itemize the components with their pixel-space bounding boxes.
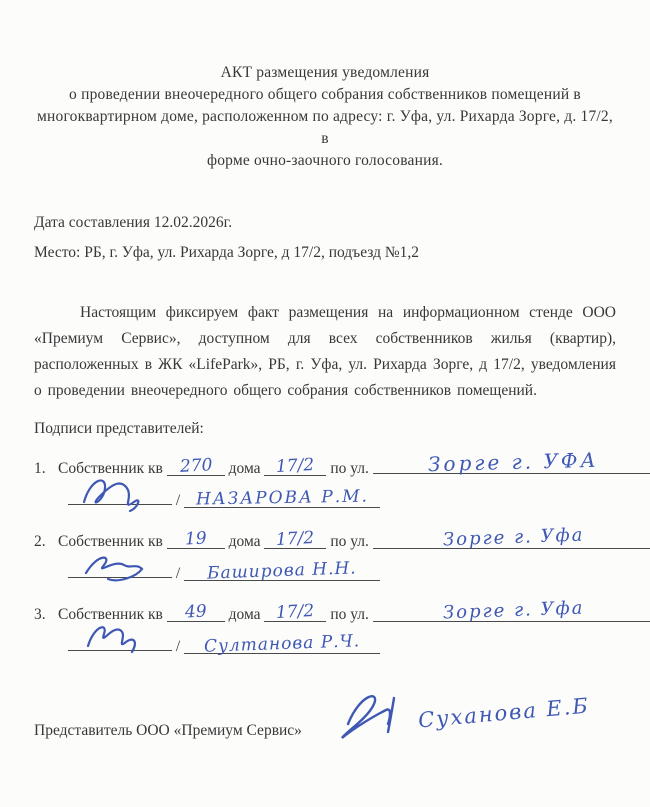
footer-signature-name: Суханова Е.Б <box>417 693 591 733</box>
signature-field <box>68 631 172 651</box>
title-line-1: АКТ размещения уведомления <box>220 64 430 81</box>
house-label: дома <box>228 533 261 550</box>
name-value: НАЗАРОВА Р.М. <box>195 486 369 510</box>
separator-slash: / <box>175 492 181 509</box>
signature-item-1-sign-row <box>68 485 616 513</box>
apartment-field <box>167 529 225 549</box>
name-field <box>184 631 380 657</box>
owner-label: Собственник кв <box>58 606 163 623</box>
document-content <box>0 62 650 659</box>
street-value: Зорге г. Уфа <box>442 524 585 551</box>
owner-label: Собственник кв <box>58 460 163 477</box>
street-label: по ул. <box>330 606 369 623</box>
handwritten-signature-icon <box>78 549 164 585</box>
item-number: 2. <box>34 533 46 550</box>
signatures-heading: Подписи представителей: <box>34 420 204 437</box>
owner-label: Собственник кв <box>58 533 163 550</box>
date-line: Дата составления 12.02.2026г. <box>34 214 233 231</box>
title-line-2: о проведении внеочередного общего собрания собственников помещений в <box>69 86 581 103</box>
street-field <box>373 597 650 624</box>
signature-field <box>68 485 172 505</box>
name-value: Султанова Р.Ч. <box>203 631 361 657</box>
street-field <box>373 524 650 551</box>
separator-slash: / <box>175 638 181 655</box>
street-label: по ул. <box>330 533 369 550</box>
place-line: Место: РБ, г. Уфа, ул. Рихарда Зорге, д 17/2, подъезд №1,2 <box>34 244 420 261</box>
house-value: 17/2 <box>275 528 316 550</box>
signature-item-3 <box>34 597 616 659</box>
signature-item-1 <box>34 447 616 513</box>
signature-item-2-sign-row <box>68 558 616 586</box>
title-line-3: многоквартирном доме, расположенном по адресу: г. Уфа, ул. Рихарда Зорге, д. 17/2, в <box>37 108 613 147</box>
apartment-value: 270 <box>179 455 213 477</box>
footer-signature <box>334 688 590 744</box>
apartment-value: 19 <box>184 528 208 550</box>
body-paragraph: Настоящим фиксируем факт размещения на информационном стенде ООО «Премиум Сервис», доступном для всех собственников жилья (квартир), расположенных в ЖК «LifePark», РБ, г. Уфа, ул. Рихарда Зорге, д 17/2, уведомления о проведении внеочередного общего собрания собственников помещений. <box>34 304 616 399</box>
street-value: Зорге г. Уфа <box>442 597 585 624</box>
house-field <box>264 529 326 549</box>
footer-representative-label: Представитель ООО «Премиум Сервис» <box>34 722 302 739</box>
signature-item-2 <box>34 524 616 586</box>
signature-list <box>34 447 616 659</box>
signature-item-3-sign-row <box>68 631 616 659</box>
name-value: Баширова Н.Н. <box>206 558 358 584</box>
document-title <box>34 62 616 172</box>
name-field <box>184 488 380 508</box>
house-field <box>264 602 326 622</box>
house-field <box>264 456 326 476</box>
separator-slash: / <box>175 565 181 582</box>
footer-row <box>34 693 630 740</box>
apartment-value: 49 <box>184 601 208 623</box>
street-label: по ул. <box>330 460 369 477</box>
apartment-field <box>167 602 225 622</box>
signature-field <box>68 558 172 578</box>
handwritten-signature-icon <box>78 472 164 512</box>
item-number: 1. <box>34 460 46 477</box>
handwritten-signature-icon <box>78 620 164 658</box>
house-value: 17/2 <box>275 601 316 623</box>
house-label: дома <box>228 606 261 623</box>
house-label: дома <box>228 460 261 477</box>
street-value: Зорге г. УФА <box>428 447 600 477</box>
name-field <box>184 558 380 584</box>
item-number: 3. <box>34 606 46 623</box>
title-line-4: форме очно-заочного голосования. <box>206 152 444 169</box>
house-value: 17/2 <box>275 455 316 477</box>
handwritten-signature-icon <box>334 688 414 744</box>
street-field <box>373 447 650 477</box>
apartment-field <box>167 456 225 476</box>
